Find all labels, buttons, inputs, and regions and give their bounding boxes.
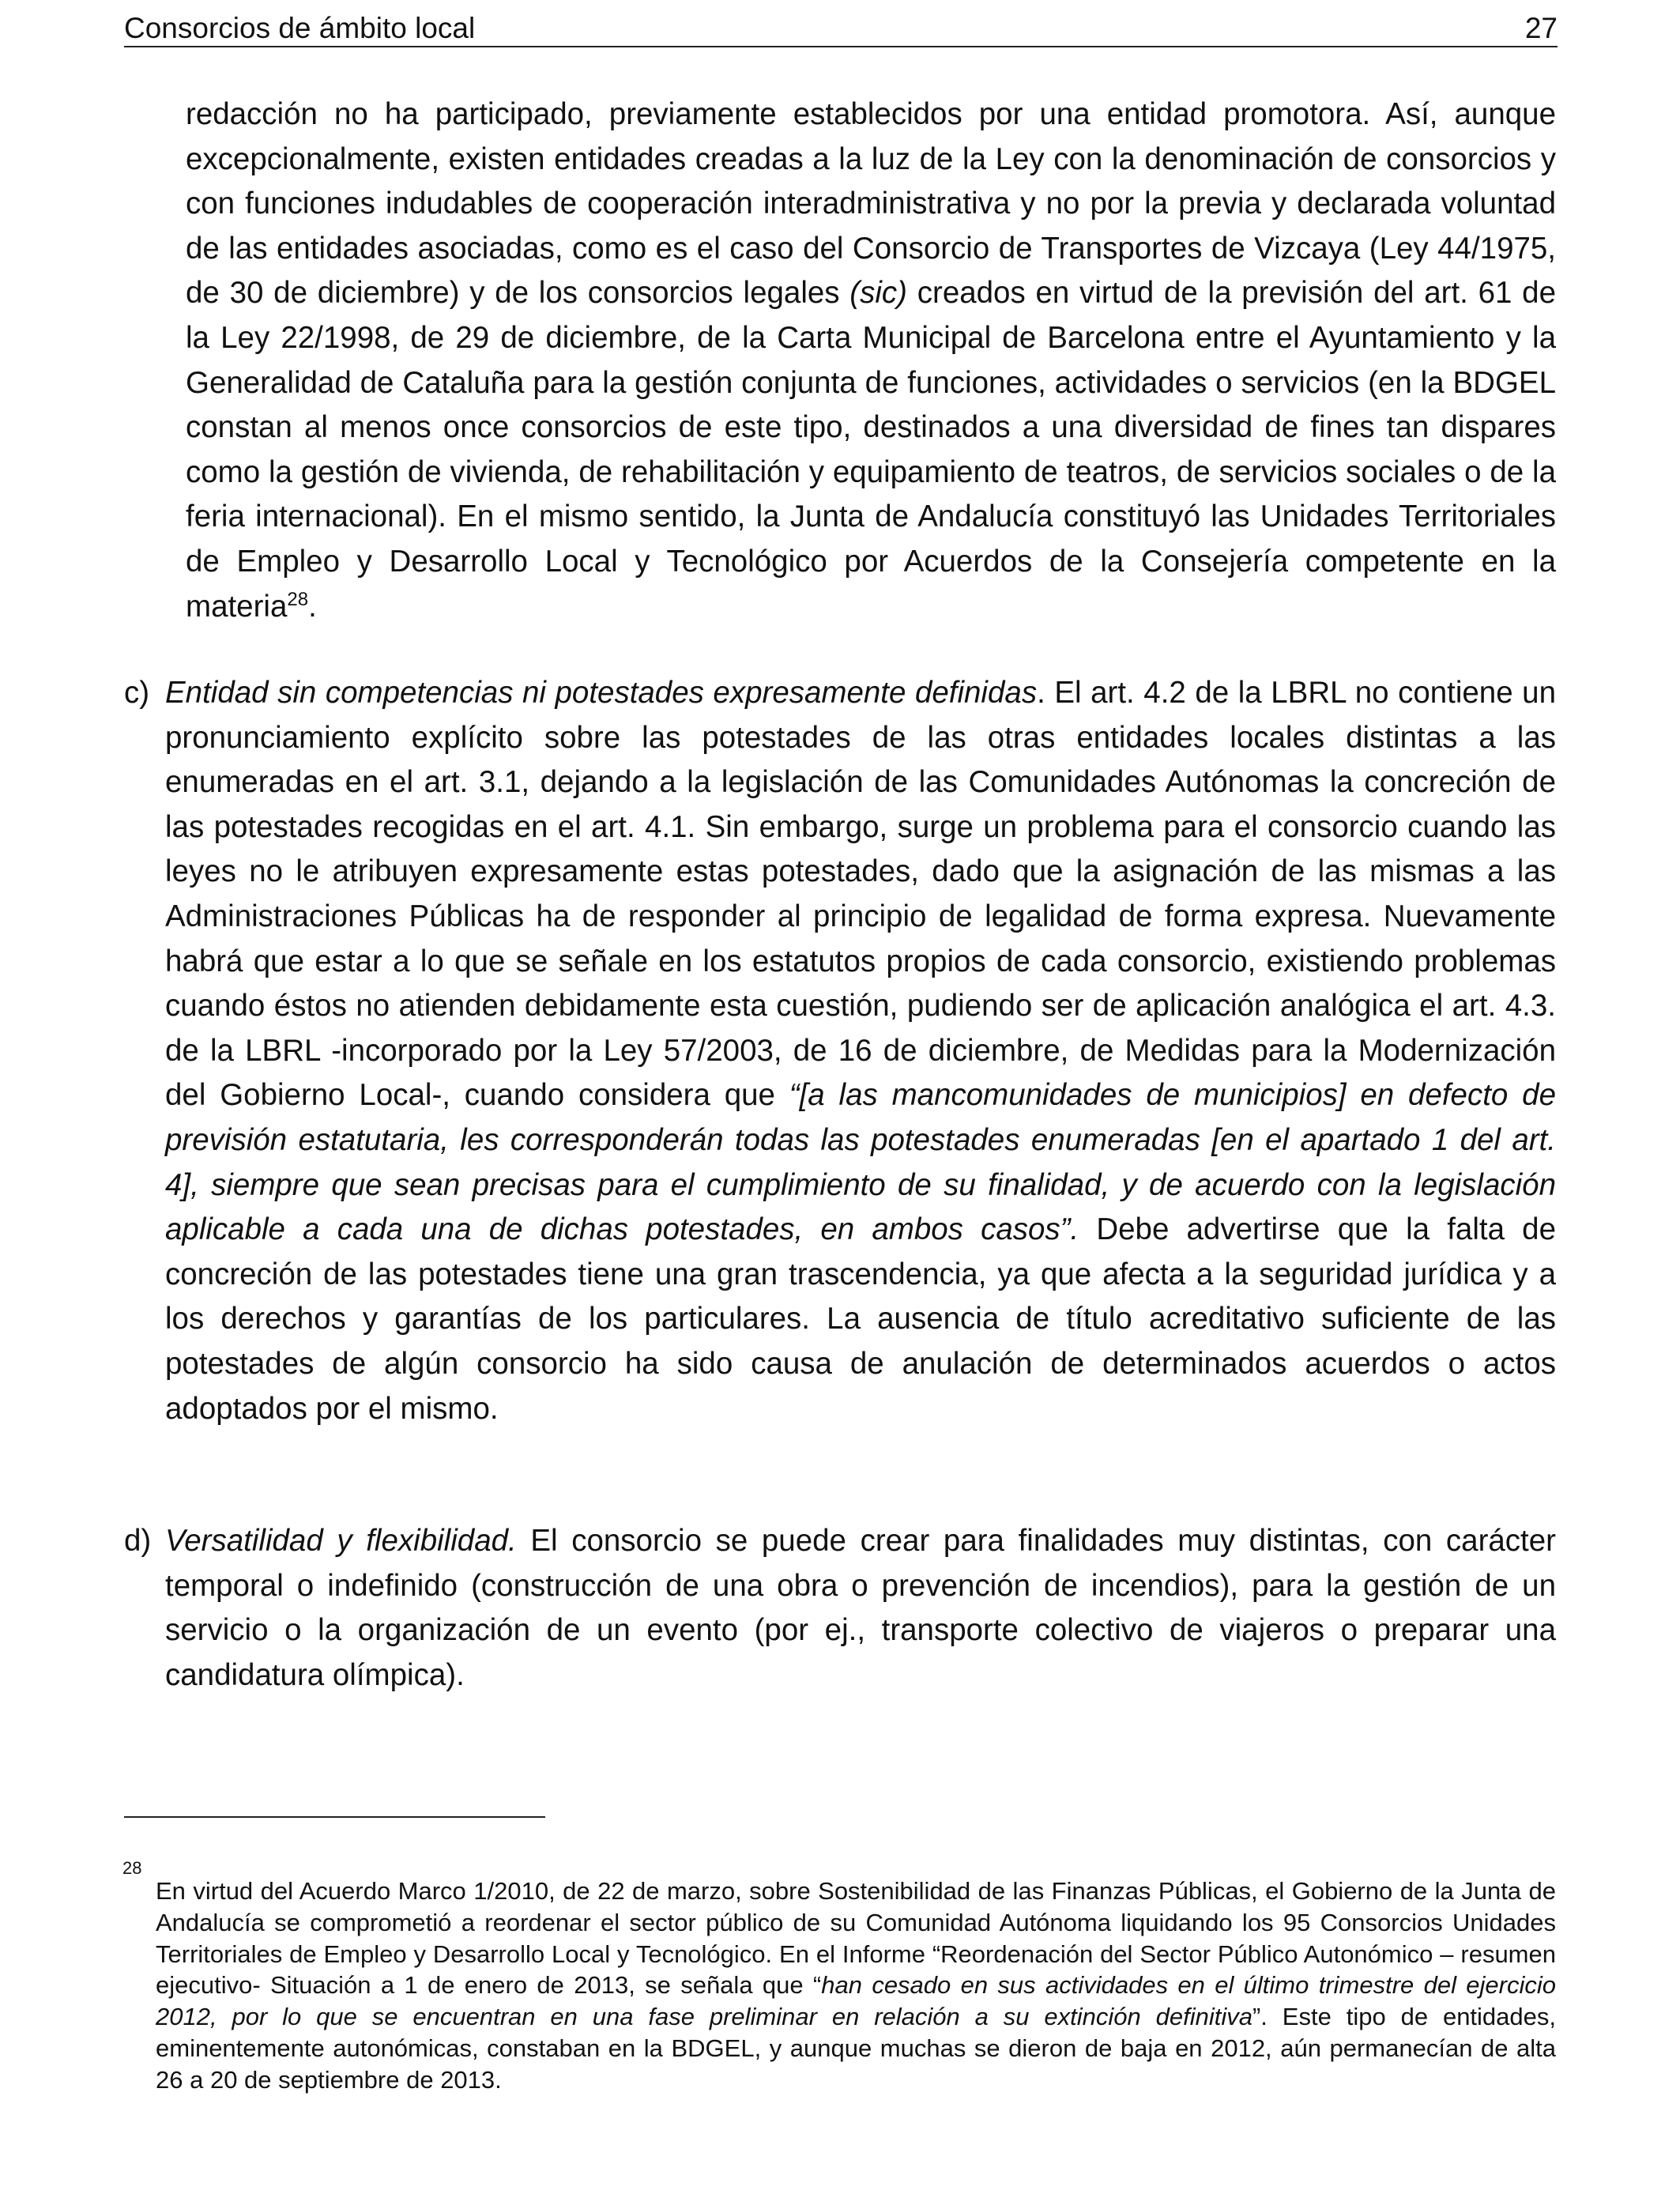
running-header — [124, 11, 1558, 47]
sic-mark: (sic) — [849, 276, 907, 311]
paragraph-text: redacción no ha participado, previamente establecidos por una entidad promotora. Así, aunque excepcionalmente, existen entidades creadas a la luz de la Ley con la denominación de consorcios y con funciones indudables de cooperación interadministrativa y no por la previa y declarada voluntad de las entidades asociadas, como es el caso del Consorcio de Transportes de Vizcaya (Ley 44/1975, de 30 de diciembre) y de los consorcios legales — [186, 97, 1556, 311]
footnote-text: En virtud del Acuerdo Marco 1/2010, de 22 de marzo, sobre Sostenibilidad de las Finanzas Públicas, el Gobierno de la Junta de Andalucía se comprometió a reordenar el sector público de su Comunidad Autónoma liquidando los 95 Consorcios Unidades Territoriales de Empleo y Desarrollo Local y Tecnológico. En el Informe “Reordenación del Sector Público Autonómico – resumen ejecutivo- Situación a 1 de enero de 2013, se señala que “ — [156, 1877, 1556, 2000]
list-item-d — [165, 1519, 1556, 1698]
footnote-separator — [124, 1816, 545, 1818]
item-text: . El art. 4.2 de la LBRL no contiene un pronunciamiento explícito sobre las potestades de las otras entidades locales distintas a las enumeradas en el art. 3.1, dejando a la legislación de las Comunidades Autónomas la concreción de las potestades recogidas en el art. 4.1. Sin embargo, surge un problema para el consorcio cuando las leyes no le atribuyen expresamente estas potestades, dado que la asignación de las mismas a las Administraciones Públicas ha de responder al principio de legalidad de forma expresa. Nuevamente habrá que estar a lo que se señale en los estatutos propios de cada consorcio, existiendo problemas cuando éstos no atienden debidamente esta cuestión, pudiendo ser de aplicación analógica el art. 4.3. de la LBRL -incorporado por la Ley 57/2003, de 16 de diciembre, de Medidas para la Modernización del Gobierno Local-, cuando considera que — [165, 676, 1557, 1113]
running-title: Consorcios de ámbito local — [124, 12, 476, 44]
footnote-quote: han cesado en sus actividades en el último trimestre del ejercicio 2012, por lo que se encuentran en una fase preliminar en relación a su extinción definitiva — [156, 1971, 1556, 2031]
item-heading: Versatilidad y flexibilidad. — [165, 1524, 517, 1558]
continuation-paragraph — [186, 92, 1556, 629]
page-number: 27 — [1524, 12, 1558, 44]
list-item-c — [165, 671, 1556, 1431]
item-heading: Entidad sin competencias ni potestades expresamente definidas — [165, 676, 1038, 710]
footnote-ref[interactable]: 28 — [287, 588, 309, 610]
item-text: El consorcio se puede crear para finalidades muy distintas, con carácter temporal o indefinido (construcción de una obra o prevención de incendios), para la gestión de un servicio o la organización de un evento (por ej., transporte colectivo de viajeros o preparar una candidatura olímpica). — [165, 1524, 1556, 1692]
footnote-text: ”. Este tipo de entidades, eminentemente autonómicas, constaban en la BDGEL, y aunque muchas se dieron de baja en 2012, aún permanecían de alta 26 a 20 de septiembre de 2013. — [156, 2003, 1557, 2094]
list-marker-d: d) — [124, 1524, 152, 1558]
footnote — [156, 1875, 1556, 2096]
list-marker-c: c) — [124, 676, 150, 710]
legal-quote: “[a las mancomunidades de municipios] en defecto de previsión estatutaria, les corresponderán todas las potestades enumeradas [en el apartado 1 del art. 4], siempre que sean precisas para el cumplimiento de su finalidad, y de acuerdo con la legislación aplicable a cada una de dichas potestades, en ambos casos”. — [165, 1078, 1556, 1247]
paragraph-text: creados en virtud de la previsión del art. 61 de la Ley 22/1998, de 29 de diciembre, de la Carta Municipal de Barcelona entre el Ayuntamiento y la Generalidad de Cataluña para la gestión conjunta de funciones, actividades o servicios (en la BDGEL constan al menos once consorcios de este tipo, destinados a una diversidad de fines tan dispares como la gestión de vivienda, de rehabilitación y equipamiento de teatros, de servicios sociales o de la feria internacional). En el mismo sentido, la Junta de Andalucía constituyó las Unidades Territoriales de Empleo y Desarrollo Local y Tecnológico por Acuerdos de la Consejería competente en la materia — [186, 276, 1556, 624]
paragraph-end: . — [308, 589, 317, 624]
item-text: Debe advertirse que la falta de concreción de las potestades tiene una gran trascendencia, ya que afecta a la seguridad jurídica y a los derechos y garantías de los particulares. La ausencia de título acreditativo suficiente de las potestades de algún consorcio ha sido causa de anulación de determinados acuerdos o actos adoptados por el mismo. — [165, 1212, 1556, 1426]
